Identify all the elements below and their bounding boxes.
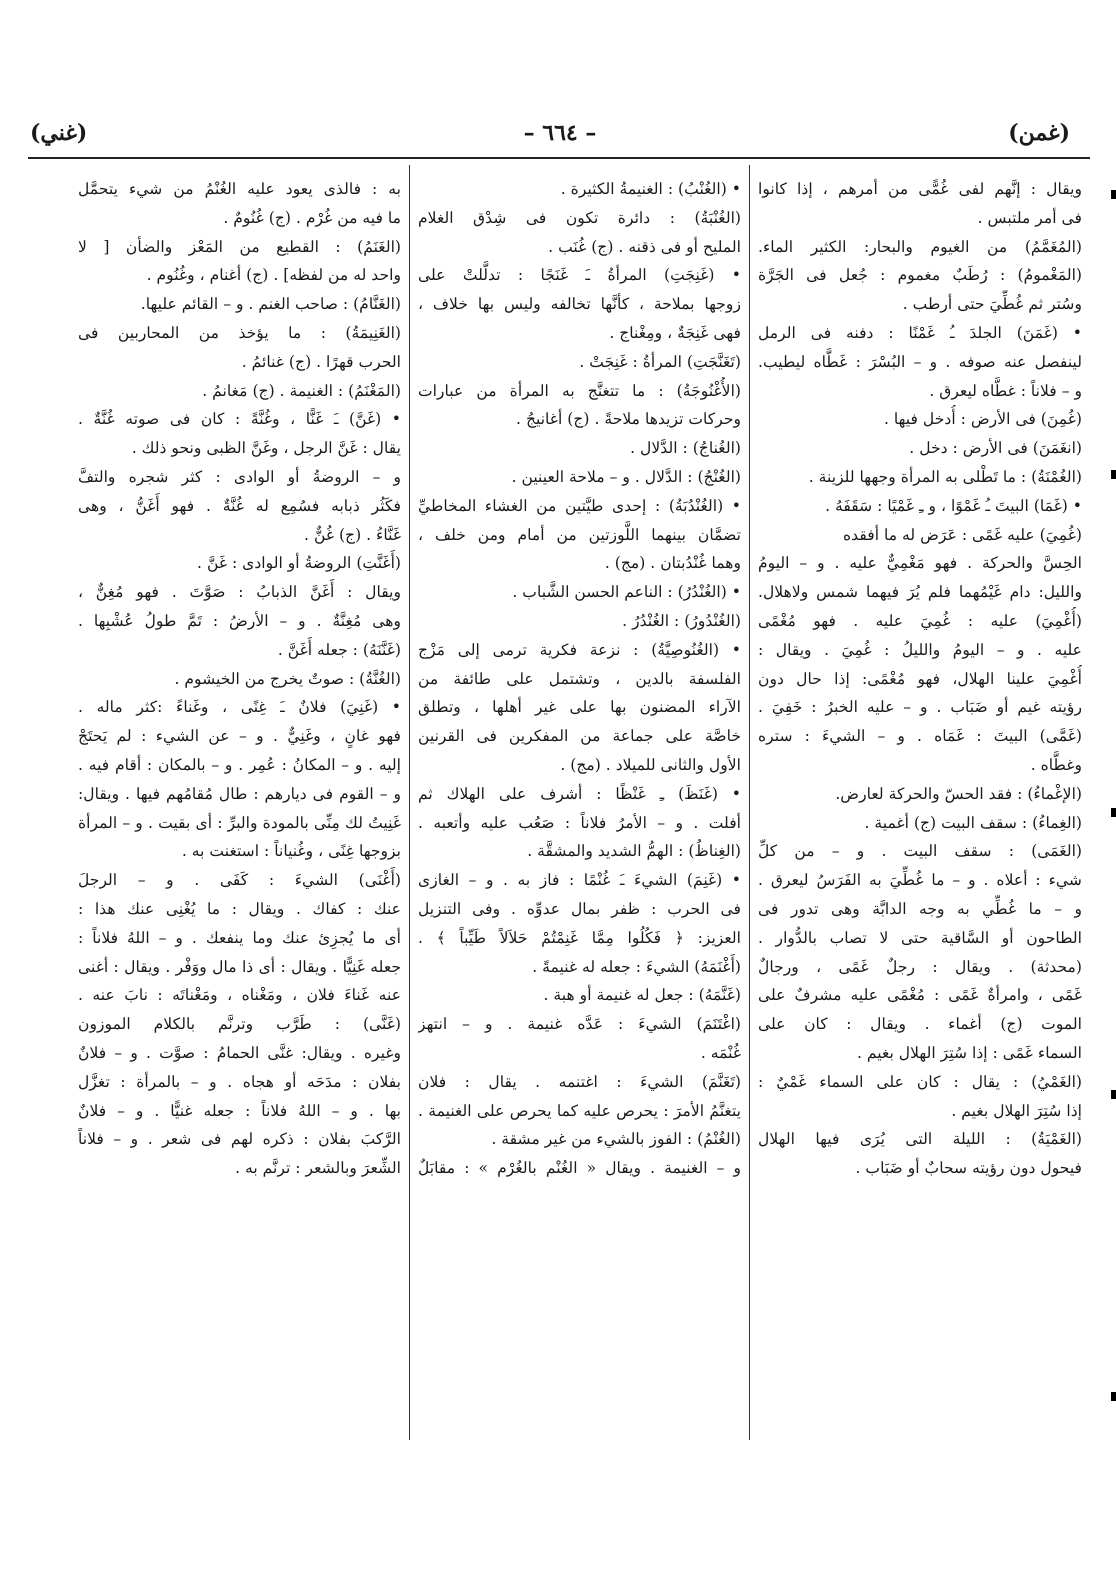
entry-line: العزيز: ﴿ فَكُلُوا مِمَّا غَنِمْتُمْ حَلاَلاً طَيِّباً ﴾ . bbox=[418, 928, 741, 947]
entry-line: بها . و – اللهُ فلاناً : جعله غنيًّا . و – فلانٌ bbox=[78, 1101, 401, 1120]
entry-line: • (غَنِيَ) فلانٌ ـَ غِنًى ، وغَناءً :كثر ماله . bbox=[78, 698, 401, 717]
entry-line: (أَغَنَّتِ) الروضةُ أو الوادى : غَنَّ . bbox=[197, 554, 401, 573]
column-middle bbox=[410, 165, 750, 1440]
entry-line: الأول والثانى للميلاد . (مج) . bbox=[560, 755, 741, 774]
entry-line: شيء : أعلاه . و – ما غُطِّيَ به الفَرَسُ ليعرق . bbox=[758, 871, 1082, 890]
entry-line: عنك : كفاك . ويقال : ما يُغْنِى عنك هذا : bbox=[78, 899, 401, 918]
entry-line: والليل: دام غَيْمُهما فلم يُرَ فيهما شمس ولاهلال. bbox=[758, 583, 1082, 602]
entry-line: • (الغُنْدُبَةُ) : إحدى طيَّتين من الغشاء المخاطيِّ bbox=[418, 496, 741, 515]
entry-line: خاصَّة على جماعة من المفكرين فى القرنين bbox=[418, 727, 741, 746]
entry-line: إليه . و – المكانُ : عُمِر . و – بالمكان : أقام فيه . bbox=[78, 755, 401, 774]
entry-line: (الإغْماءُ) : فقد الحسّ والحركة لعارض. bbox=[835, 784, 1082, 803]
entry-line: (الغَمْيُ) : يقال : كان على السماء غَمْيٌ : bbox=[758, 1072, 1082, 1091]
entry-line: يتغنَّمُ الأمرَ : يحرص عليه كما يحرص على الغنيمة . bbox=[418, 1101, 741, 1120]
entry-line: (غَنَّى) : طَرَّب وترنَّم بالكلام الموزون bbox=[78, 1015, 401, 1034]
entry-line: (أَغْنَى) الشيءَ : كَفَى . و – الرجلَ bbox=[78, 871, 401, 890]
entry-line: تضمَّان بينهما اللَّوزتين من أمام ومن خلف ، bbox=[418, 525, 741, 544]
entry-line: (الغَنِيمَةُ) : ما يؤخذ من المحاربين فى bbox=[78, 323, 401, 342]
entry-line: غَنَّاءُ . (ج) غُنٌّ . bbox=[304, 525, 401, 544]
entry-line: الآراء المضنون بها على غير أهلها ، وتطلق bbox=[418, 698, 741, 717]
entry-line: (غَمَّى) البيتَ : غَمَاه . و – الشيءَ : ستره bbox=[758, 727, 1082, 746]
entry-line: (انغَمَنَ) فى الأرض : دخل . bbox=[909, 439, 1082, 458]
entry-line: و – الغنيمة . ويقال « الغُنْم بالغُرْم » : مقابَلٌ bbox=[418, 1159, 741, 1178]
entry-line: فى أمر ملتبس . bbox=[977, 208, 1082, 227]
entry-line: • (الغُنْدُرُ) : الناعم الحسن الشَّباب . bbox=[512, 583, 741, 602]
entry-line: فيحول دون رؤيته سحابٌ أو ضَبَاب . bbox=[855, 1159, 1082, 1178]
entry-line: (غَنَّنَهُ) : جعله أَغَنَّ . bbox=[277, 640, 401, 659]
entry-line: (غُمِنَ) فى الأرض : أُدخل فيها . bbox=[883, 410, 1082, 429]
entry-line: (الغَمْيَةُ) : الليلة التى يُرَى فيها الهلال bbox=[758, 1130, 1082, 1149]
entry-line: ويقال : إنَّهم لفى غُمًّى من أمرهم ، إذا كانوا bbox=[758, 180, 1082, 198]
dictionary-columns bbox=[30, 165, 1090, 1440]
entry-line: • (الغُنُوصِيَّةُ) : نزعة فكرية ترمى إلى مَزْج bbox=[418, 640, 741, 659]
column-right bbox=[750, 165, 1090, 1440]
entry-line: • (غَنَظَ) ـِ غَنْظًا : أشرف على الهلاك ثم bbox=[418, 784, 741, 803]
entry-line: غُنْمَه . bbox=[700, 1043, 741, 1062]
entry-line: و – فلاناً : غطَّاه ليعرق . bbox=[929, 381, 1082, 400]
entry-line: (الغُناجُ) : الدَّلال . bbox=[630, 439, 741, 458]
entry-line: الرَّكبَ بفلان : ذكره لهم فى شعر . و – فلاناً bbox=[78, 1130, 401, 1149]
entry-line: • (غَمَنَ) الجلدَ ـُ غَمْنًا : دفنه فى الرمل bbox=[758, 323, 1082, 342]
edge-mark bbox=[1111, 470, 1116, 479]
entry-line: (الغُنْجُ) : الدَّلال . و – ملاحة العينين . bbox=[511, 467, 741, 486]
entry-line: • (غَنَّ) ـَ غَنًّا ، وغُنَّةً : كان فى صوته غُنَّةٌ . bbox=[78, 410, 401, 429]
entry-line: (الغُنَّةُ) : صوتٌ يخرج من الخيشوم . bbox=[174, 669, 401, 688]
entry-line: به : فالذى يعود عليه الغُنْمُ من شيء يتحمَّل bbox=[78, 180, 401, 198]
entry-line: جعله غَنِيًّا . ويقال : أى ذا مال ووَفْر . ويقال : أغنى bbox=[78, 957, 401, 976]
entry-line: الفلسفة بالدين ، وتشتمل على طائفة من bbox=[418, 669, 741, 688]
header-rule bbox=[28, 157, 1090, 159]
entry-line: غَنِيتُ لك مِنِّى بالمودة والبرِّ : أى بقيت . و – المرأة bbox=[78, 813, 401, 832]
entry-line: السماء غَمًى : إذا سُتِرَ الهلال بغيم . bbox=[856, 1043, 1082, 1062]
page-header bbox=[30, 120, 1090, 154]
entry-line: ما فيه من غُرْم . (ج) غُنُومٌ . bbox=[223, 208, 401, 227]
entry-line: الطاحون أو السَّاقية حتى لا تصاب بالدُّوار . bbox=[758, 928, 1082, 947]
entry-line: و – ما غُطِّي به وجه الدابَّة وهى تدور فى bbox=[758, 899, 1082, 918]
header-right-word: (غمن) bbox=[1008, 120, 1070, 146]
entry-line: الشِّعرَ وبالشعر : ترنَّم به . bbox=[235, 1159, 401, 1178]
entry-line: (غُمِيَ) عليه غَمًى : عَرَض له ما أفقده bbox=[843, 525, 1082, 544]
entry-line: الحِسَّ والحركة . فهو مَغْمِيٌّ عليه . و – اليومُ bbox=[758, 554, 1082, 573]
entry-line: (أُغْمِيَ) عليه : غُمِيَ عليه . فهو مُغْمًى bbox=[758, 611, 1082, 630]
entry-line: الموت (ج) أغماء . ويقال : كان على bbox=[758, 1015, 1082, 1034]
entry-line: (الأُغْنُوجَةُ) : ما تتغنَّج به المرأة من عبارات bbox=[418, 381, 741, 400]
entry-line: (الغِناظُ) : الهمُّ الشديد والمشقَّة . bbox=[527, 842, 741, 861]
entry-line: ويقال : أَغَنَّ الذبابُ : صَوَّتَ . فهو مُغِنٌّ ، bbox=[78, 583, 401, 602]
entry-line: يقال : غَنَّ الرجل ، وغَنَّ الظبى ونحو ذلك . bbox=[131, 439, 401, 458]
entry-line: زوجها بملاحة ، كأنَّها تخالفه وليس بها خلاف ، bbox=[418, 295, 741, 314]
entry-line: • (غَنِمَ) الشيءَ ـَ غُنْمًا : فاز به . و – الغازى bbox=[418, 871, 741, 890]
entry-line: (أَغْنَمَهُ) الشيءَ : جعله له غنيمةً . bbox=[532, 957, 741, 976]
entry-line: فى الحرب : ظفر بمال عدوِّه . وفى التنزيل bbox=[418, 899, 741, 918]
entry-line: (محدثة) . ويقال : رجلٌ غَمًى ، ورجالٌ bbox=[758, 957, 1082, 976]
entry-line: (المَغْمومُ) : رُطَبٌ مغموم : جُعل فى الجَرَّة bbox=[758, 266, 1082, 285]
edge-mark bbox=[1111, 1090, 1116, 1099]
entry-line: • (غَمَا) البيتَ ـُ غَمْوًا ، و ـِ غَمْيًا : سَقَفَهُ . bbox=[825, 496, 1082, 515]
page-number: – ٦٦٤ – bbox=[523, 120, 597, 146]
entry-line: • (الغُنْبُ) : الغنيمةُ الكثيرة . bbox=[560, 180, 741, 198]
entry-line: عليه . و – اليومُ والليلُ : غُمِيَ . ويقال : bbox=[758, 640, 1082, 659]
entry-line: غَمًى ، وامرأةٌ غَمًى : مُغْمًى عليه مشرفٌ على bbox=[758, 986, 1082, 1005]
entry-line: (الغِماءُ) : سقف البيت (ج) أغمية . bbox=[864, 813, 1082, 832]
entry-line: الحرب قهرًا . (ج) غنائمُ . bbox=[241, 352, 401, 371]
entry-line: و – الروضةُ أو الوادى : كثر شجره والتفَّ bbox=[78, 467, 401, 486]
entry-line: وحركات تزيدها ملاحةً . (ج) أغانيجُ . bbox=[516, 410, 741, 429]
entry-line: المليح أو فى ذقنه . (ج) غُنَب . bbox=[548, 237, 741, 256]
entry-line: إذا سُتِرَ الهلال بغيم . bbox=[951, 1101, 1082, 1120]
entry-line: لينفصل عنه صوفه . و – البُسْرَ : غَطَّاه ليطيب. bbox=[758, 352, 1082, 371]
edge-mark bbox=[1111, 1392, 1116, 1401]
entry-line: (الغَنَمُ) : القطيع من المَعْز والضأن [ لا bbox=[78, 237, 401, 256]
entry-line: (غَنَّمَهُ) : جعل له غنيمة أو هبة . bbox=[543, 986, 741, 1005]
entry-line: أى ما يُجزِئ عنك وما ينفعك . و – اللهُ فلاناً : bbox=[78, 928, 401, 947]
entry-line: فهو غانٍ ، وغَنِيٌّ . و – عن الشيء : لم يَحتَجْ bbox=[78, 727, 401, 746]
entry-line: عنه غَناءَ فلان ، ومَغْناه ، ومَغْناتَه : نابَ عنه . bbox=[78, 986, 401, 1005]
entry-line: (تَغَنَّجَتِ) المرأةُ : غَنِجَتْ . bbox=[579, 352, 741, 371]
entry-line: (اغْتَنَمَ) الشيءَ : عَدَّه غنيمة . و – انتهز bbox=[418, 1015, 741, 1034]
entry-line: أفلت . و – الأمرُ فلاناً : صَعُب عليه وأتعبه . bbox=[418, 813, 741, 832]
entry-line: وغطَّاه . bbox=[1030, 755, 1082, 774]
header-left-word: (غني) bbox=[30, 120, 88, 146]
entry-line: (الغُنْدُورُ) : الغُنْدُرُ . bbox=[622, 611, 741, 630]
entry-line: • (غَنِجَتِ) المرأةُ ـَ غَنَجًا : تدلَّلتْ على bbox=[418, 266, 741, 285]
entry-line: أُغْمِيَ علينا الهلال، فهو مُغْمًى: إذا حال دون bbox=[758, 669, 1082, 688]
entry-line: رؤيته غيم أو ضَبَاب . و – عليه الخبرُ : خَفِيَ . bbox=[758, 698, 1082, 717]
entry-line: (الغَمَى) : سقف البيت . و – من كلِّ bbox=[758, 842, 1082, 861]
entry-line: وهى مُغِنَّةٌ . و – الأرضُ : تَمَّ طولُ عُشْبِها . bbox=[78, 611, 401, 630]
entry-line: وسُتر ثم غُطِّيَ حتى أرطب . bbox=[902, 295, 1082, 314]
entry-line: (المَغْنَمُ) : الغنيمة . (ج) مَغانمُ . bbox=[202, 381, 401, 400]
entry-line: فكَثُر ذبابه فسُمِع له غُنَّةٌ . فهو أَغَنُّ ، وهى bbox=[78, 496, 401, 515]
entry-line: (الغُمْنَةُ) : ما تَطْلى به المرأة وجهها للزينة . bbox=[808, 467, 1082, 486]
entry-line: واحد له من لفظه] . (ج) أغنام ، وغُنُوم . bbox=[146, 266, 401, 285]
entry-line: (الغُنْبَةُ) : دائرة تكون فى شِدْق الغلام bbox=[418, 208, 741, 227]
edge-mark bbox=[1111, 190, 1116, 199]
entry-line: (الغَنَّامُ) : صاحب الغنم . و – القائم عليها. bbox=[140, 295, 401, 314]
entry-line: بزوجها غِنًى ، وغُنياناً : استغنت به . bbox=[181, 842, 401, 861]
entry-line: (المُغَمَّمُ) من الغيوم والبحار: الكثير الماء. bbox=[758, 237, 1082, 256]
entry-line: و – القوم فى ديارهم : طال مُقامُهم فيها . ويقال: bbox=[78, 784, 401, 803]
entry-line: (تَغَنَّمَ) الشيءَ : اغتنمه . يقال : فلان bbox=[418, 1072, 741, 1091]
entry-line: بفلان : مدَحَه أو هجاه . و – بالمرأة : تغزَّل bbox=[78, 1072, 401, 1091]
entry-line: فهى غَنِجَةٌ ، ومِغْناج . bbox=[609, 323, 741, 342]
entry-line: (الغُنْمُ) : الفوز بالشيء من غير مشقة . bbox=[491, 1130, 741, 1149]
column-left bbox=[70, 165, 410, 1440]
edge-mark bbox=[1111, 808, 1116, 817]
entry-line: وغيره . ويقال: غنَّى الحمامُ : صوَّت . و – فلانٌ bbox=[78, 1043, 401, 1062]
entry-line: وهما غُنْدُبتان . (مج) . bbox=[604, 554, 741, 573]
